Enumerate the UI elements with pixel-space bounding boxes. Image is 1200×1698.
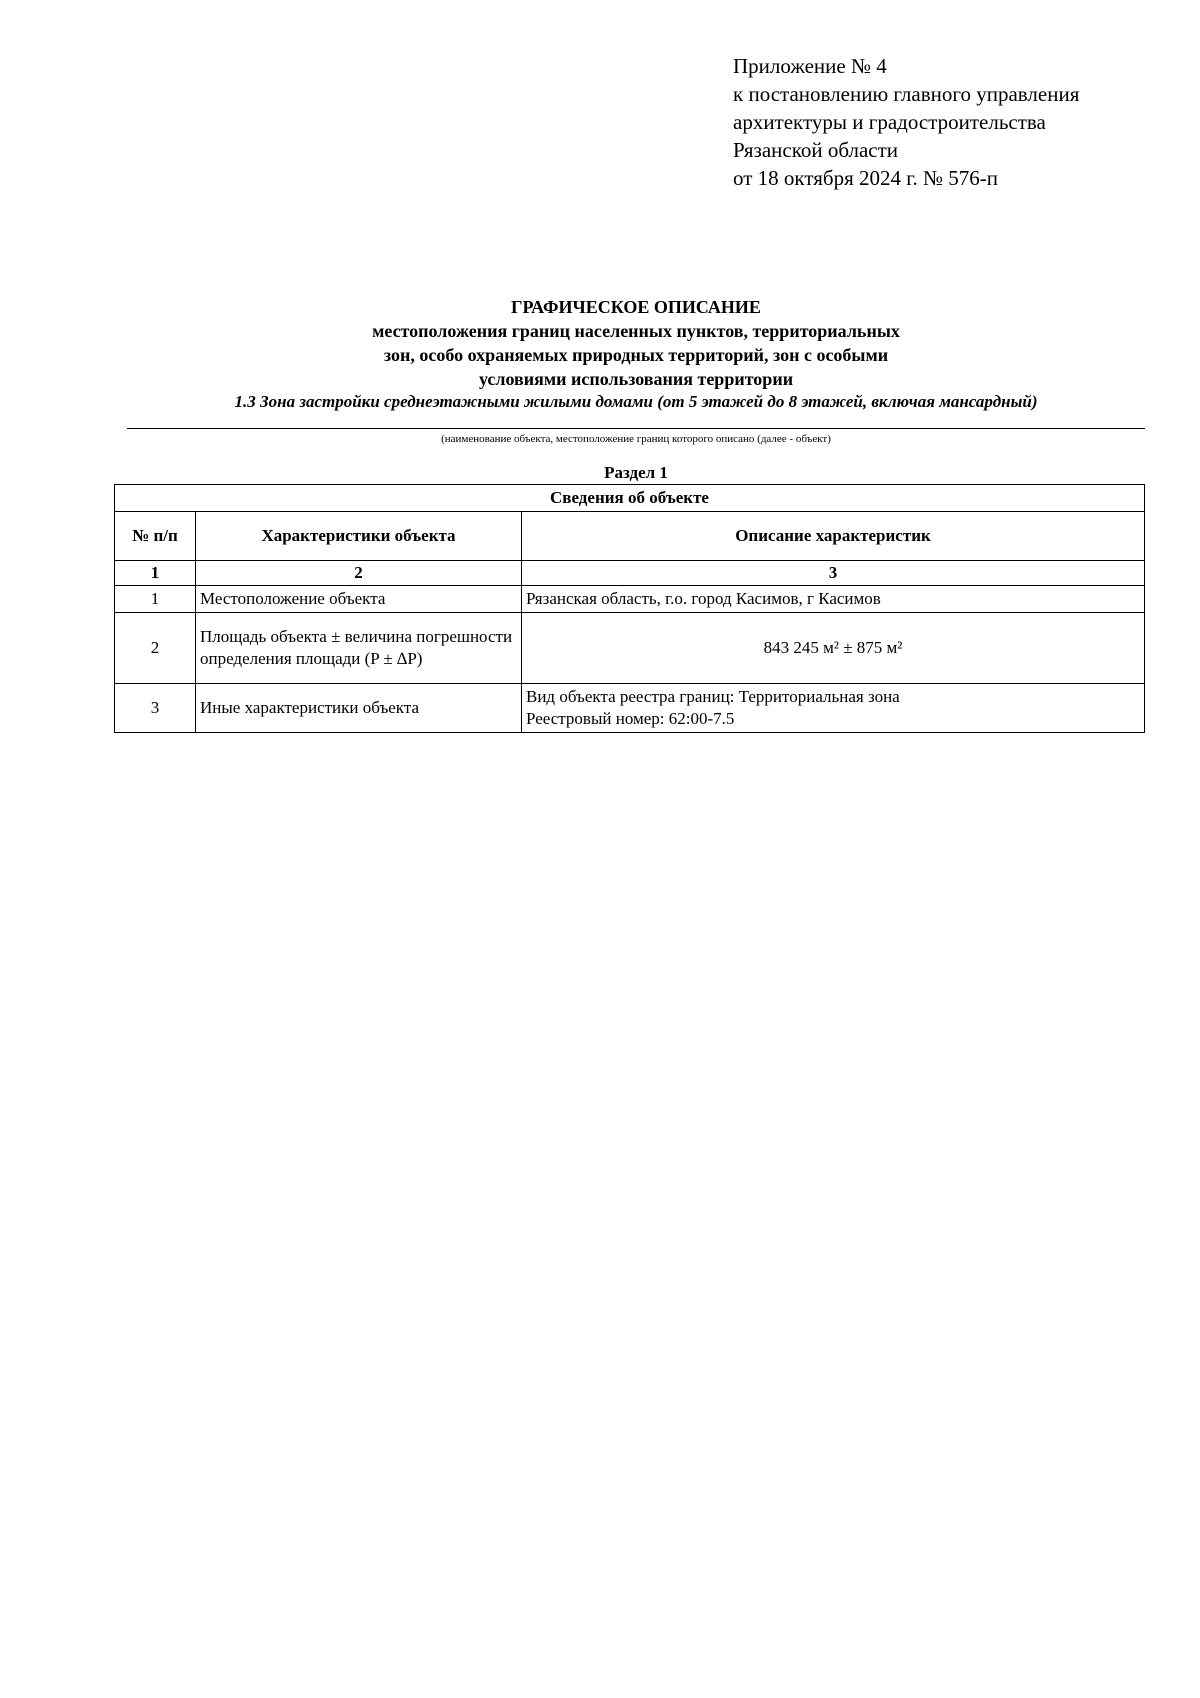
appendix-line: Приложение № 4 xyxy=(733,54,887,78)
description-line: Рязанская область, г.о. город Касимов, г Касимов xyxy=(526,589,881,608)
row-number: 1 xyxy=(115,586,196,613)
row-characteristic: Площадь объекта ± величина погрешности определения площади (P ± ∆P) xyxy=(196,613,522,684)
title-sub-line: зон, особо охраняемых природных территорий, зон с особыми xyxy=(383,345,889,365)
table-row xyxy=(115,586,1145,613)
description-line: Реестровый номер: 62:00-7.5 xyxy=(526,709,735,728)
appendix-note xyxy=(733,52,1079,192)
appendix-line: от 18 октября 2024 г. № 576-п xyxy=(733,166,998,190)
appendix-line: архитектуры и градостроительства xyxy=(733,110,1046,134)
column-number: 1 xyxy=(115,561,196,586)
title-sub-line: условиями использования территории xyxy=(478,369,794,389)
table-caption-row xyxy=(115,485,1145,512)
table-header-row xyxy=(115,512,1145,561)
column-number-row xyxy=(115,561,1145,586)
column-number: 2 xyxy=(196,561,522,586)
column-header-number: № п/п xyxy=(115,512,196,561)
row-characteristic: Местоположение объекта xyxy=(196,586,522,613)
row-description xyxy=(522,613,1145,684)
object-name: 1.3 Зона застройки среднеэтажными жилыми домами (от 5 этажей до 8 этажей, включая мансардный) xyxy=(234,392,1038,411)
row-description xyxy=(522,684,1145,733)
table-row xyxy=(115,684,1145,733)
column-header-description: Описание характеристик xyxy=(522,512,1145,561)
column-number: 3 xyxy=(522,561,1145,586)
section-heading: Раздел 1 xyxy=(604,463,668,482)
title-main: ГРАФИЧЕСКОЕ ОПИСАНИЕ xyxy=(511,297,761,317)
row-characteristic: Иные характеристики объекта xyxy=(196,684,522,733)
object-name-underline xyxy=(127,428,1145,429)
table-row xyxy=(115,613,1145,684)
appendix-line: к постановлению главного управления xyxy=(733,82,1080,106)
table-caption: Сведения об объекте xyxy=(115,485,1145,512)
appendix-line: Рязанской области xyxy=(733,138,899,162)
column-header-characteristic: Характеристики объекта xyxy=(196,512,522,561)
document-title xyxy=(127,295,1145,413)
description-line: 843 245 м² ± 875 м² xyxy=(763,638,903,657)
object-name-caption: (наименование объекта, местоположение границ которого описано (далее - объект) xyxy=(441,433,831,445)
row-description xyxy=(522,586,1145,613)
object-info-table xyxy=(114,484,1145,733)
row-number: 3 xyxy=(115,684,196,733)
row-number: 2 xyxy=(115,613,196,684)
description-line: Вид объекта реестра границ: Территориальная зона xyxy=(526,687,900,706)
title-sub-line: местоположения границ населенных пунктов, территориальных xyxy=(372,321,900,341)
